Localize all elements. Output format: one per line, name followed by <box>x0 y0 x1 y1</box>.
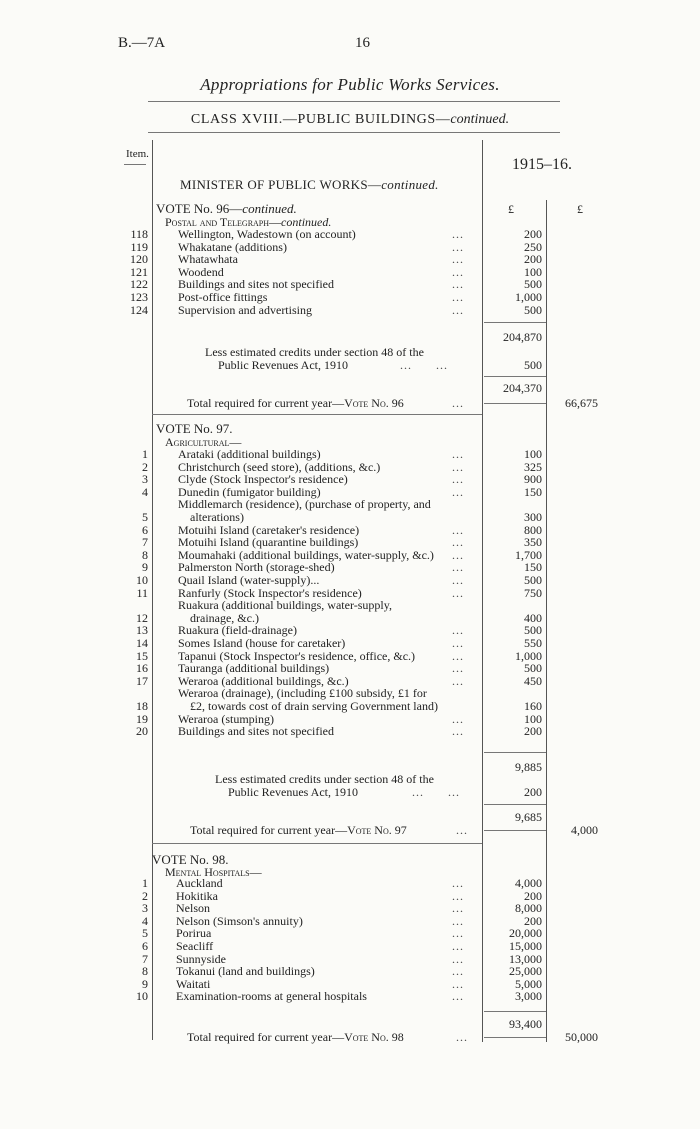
vote-97-end-rule <box>152 843 482 844</box>
item-number: 9 <box>142 976 148 991</box>
item-number: 6 <box>142 522 148 537</box>
item-description: Sunnyside <box>176 951 227 966</box>
item-amount: 300 <box>524 509 542 524</box>
item-amount: 1,000 <box>515 648 542 663</box>
item-number: 4 <box>142 484 148 499</box>
dot-leader: ... <box>452 636 464 650</box>
dots: ... ... <box>400 358 448 372</box>
item-number: 11 <box>136 585 148 600</box>
dots: ... <box>452 396 464 410</box>
item-number: 17 <box>136 673 148 688</box>
vote-96-section: Postal and Telegraph—continued. <box>165 215 332 229</box>
vote-96-net-rule <box>484 376 546 377</box>
vote-96-end-rule <box>152 414 482 415</box>
dot-leader: ... <box>452 648 464 663</box>
item-row <box>0 266 700 279</box>
vote-98-total-rule <box>484 1037 546 1038</box>
item-row <box>0 461 700 474</box>
pound-sign-col1: £ <box>508 202 514 216</box>
item-row <box>0 304 700 317</box>
item-description: Wellington, Wadestown (on account) <box>178 227 356 241</box>
dot-leader: ... <box>452 913 464 928</box>
vote-97-heading: VOTE No. 97. <box>156 421 233 436</box>
item-amount: 5,000 <box>515 976 542 991</box>
dot-leader: ... <box>452 585 464 600</box>
item-row <box>0 291 700 304</box>
item-description: Weraroa (stumping) <box>178 711 274 726</box>
item-amount: 800 <box>524 522 542 537</box>
item-number: 1 <box>142 447 148 461</box>
item-description: Ruakura (field-drainage) <box>178 623 297 638</box>
item-number: 119 <box>130 239 148 254</box>
item-description-cont: alterations) <box>190 509 244 524</box>
item-row <box>0 241 700 254</box>
item-number: 3 <box>142 472 148 487</box>
item-amount: 500 <box>524 277 542 292</box>
item-description: Moumahaki (additional buildings, water-supply, &c.) <box>178 547 434 562</box>
item-description: Motuihi Island (caretaker's residence) <box>178 522 360 537</box>
item-row <box>0 686 700 713</box>
dot-leader: ... <box>452 459 464 474</box>
class-rule <box>148 132 560 133</box>
item-amount: 500 <box>524 573 542 587</box>
item-row <box>0 253 700 266</box>
dot-leader: ... <box>452 573 464 587</box>
dot-leader: ... <box>452 976 464 991</box>
dots: ... ... <box>412 785 460 799</box>
item-amount: 200 <box>524 227 542 241</box>
item-number: 9 <box>142 560 148 575</box>
vote-98-subtotal-rule <box>484 1011 546 1012</box>
item-row <box>0 713 700 726</box>
vote-97-subtotal: 9,885 <box>515 760 542 774</box>
item-description: Christchurch (seed store), (additions, &c.) <box>178 459 381 474</box>
vote-96-less-line1: Less estimated credits under section 48 of the <box>205 345 424 359</box>
dot-leader: ... <box>452 989 464 1004</box>
vote-97-less-line1: Less estimated credits under section 48 of the <box>215 772 434 786</box>
item-description: Nelson (Simson's annuity) <box>176 913 303 928</box>
item-number: 7 <box>142 535 148 550</box>
dot-leader: ... <box>452 926 464 941</box>
item-description: Seacliff <box>176 939 214 953</box>
page-title: Appropriations for Public Works Services. <box>200 75 500 94</box>
dot-leader: ... <box>452 964 464 979</box>
vote-97-section: Agricultural— <box>165 435 242 449</box>
vote-96-less-amount: 500 <box>524 358 542 372</box>
item-number: 123 <box>130 290 148 304</box>
item-amount: 400 <box>524 610 542 625</box>
item-amount: 3,000 <box>515 989 542 1004</box>
dot-leader: ... <box>452 623 464 638</box>
item-amount: 200 <box>524 724 542 739</box>
vote-96-heading: VOTE No. 96—continued. <box>156 201 297 216</box>
dot-leader: ... <box>452 290 464 304</box>
item-row <box>0 877 700 890</box>
item-number: 18 <box>136 698 148 713</box>
item-description: Quail Island (water-supply)... <box>178 573 320 587</box>
item-number: 2 <box>142 459 148 474</box>
document-reference: B.—7A <box>118 35 166 51</box>
dot-leader: ... <box>452 673 464 688</box>
item-number: 120 <box>130 252 148 267</box>
item-amount: 900 <box>524 472 542 487</box>
item-number: 8 <box>142 964 148 979</box>
item-row <box>0 902 700 915</box>
item-row <box>0 725 700 738</box>
item-number: 15 <box>136 648 148 663</box>
item-amount: 100 <box>524 264 542 279</box>
item-row <box>0 890 700 903</box>
item-amount: 15,000 <box>509 939 542 953</box>
item-number: 14 <box>136 636 148 650</box>
dot-leader: ... <box>452 939 464 953</box>
item-amount: 100 <box>524 447 542 461</box>
item-amount: 20,000 <box>509 926 542 941</box>
item-description-cont: drainage, &c.) <box>190 610 259 625</box>
item-number: 16 <box>136 661 148 676</box>
item-description: Weraroa (additional buildings, &c.) <box>178 673 349 688</box>
item-description: Ruakura (additional buildings, water-supply, <box>178 598 392 613</box>
title-rule <box>148 101 560 102</box>
vote-96-subtotal: 204,870 <box>503 330 542 344</box>
item-description: Dunedin (fumigator building) <box>178 484 321 499</box>
dot-leader: ... <box>452 901 464 916</box>
item-number: 5 <box>142 509 148 524</box>
dot-leader: ... <box>452 711 464 726</box>
item-description: Tauranga (additional buildings) <box>178 661 330 676</box>
item-number: 10 <box>136 989 148 1004</box>
item-amount: 350 <box>524 535 542 550</box>
item-amount: 500 <box>524 302 542 317</box>
item-row <box>0 915 700 928</box>
item-description: Middlemarch (residence), (purchase of property, and <box>178 497 431 512</box>
item-description: Post-office fittings <box>178 290 268 304</box>
vote-97-less-line2: Public Revenues Act, 1910 <box>228 785 358 799</box>
item-header-rule <box>124 164 146 165</box>
item-description: Weraroa (drainage), (including £100 subsidy, £1 for <box>178 686 427 701</box>
item-amount: 13,000 <box>509 951 542 966</box>
item-description: Arataki (additional buildings) <box>178 447 321 461</box>
item-amount: 500 <box>524 661 542 676</box>
item-description: Tapanui (Stock Inspector's residence, office, &c.) <box>178 648 416 663</box>
item-amount: 325 <box>524 459 542 474</box>
dot-leader: ... <box>452 522 464 537</box>
dot-leader: ... <box>452 472 464 487</box>
item-column-header: Item. <box>126 148 149 160</box>
item-row <box>0 549 700 562</box>
page-number: 16 <box>355 35 370 51</box>
vote-96-total-rule <box>484 403 546 404</box>
item-number: 124 <box>130 302 148 317</box>
item-amount: 1,700 <box>515 547 542 562</box>
dot-leader: ... <box>452 239 464 254</box>
dot-leader: ... <box>452 264 464 279</box>
item-number: 3 <box>142 901 148 916</box>
dots: ... <box>456 823 468 837</box>
item-description: Waitati <box>176 976 211 991</box>
dot-leader: ... <box>452 227 464 241</box>
item-number: 1 <box>142 876 148 890</box>
vote-98-subtotal: 93,400 <box>509 1017 542 1031</box>
item-amount: 8,000 <box>515 901 542 916</box>
item-amount: 200 <box>524 888 542 903</box>
item-row <box>0 278 700 291</box>
item-amount: 150 <box>524 484 542 499</box>
item-row <box>0 473 700 486</box>
vote-98-total: 50,000 <box>565 1030 598 1044</box>
item-row <box>0 990 700 1003</box>
item-amount: 150 <box>524 560 542 575</box>
item-description: Motuihi Island (quarantine buildings) <box>178 535 359 550</box>
item-description: Whakatane (additions) <box>178 239 287 254</box>
item-amount: 100 <box>524 711 542 726</box>
item-row <box>0 497 700 524</box>
item-row <box>0 940 700 953</box>
item-description: Somes Island (house for caretaker) <box>178 636 346 650</box>
dot-leader: ... <box>452 661 464 676</box>
item-number: 121 <box>130 264 148 279</box>
dot-leader: ... <box>452 876 464 890</box>
item-description: Nelson <box>176 901 210 916</box>
vote-97-less-amount: 200 <box>524 785 542 799</box>
item-row <box>0 598 700 625</box>
item-description: Porirua <box>176 926 212 941</box>
dot-leader: ... <box>452 484 464 499</box>
item-amount: 450 <box>524 673 542 688</box>
item-amount: 25,000 <box>509 964 542 979</box>
item-number: 4 <box>142 913 148 928</box>
dot-leader: ... <box>452 535 464 550</box>
item-row <box>0 228 700 241</box>
item-amount: 200 <box>524 913 542 928</box>
vote-96-net: 204,370 <box>503 381 542 395</box>
item-number: 2 <box>142 888 148 903</box>
item-amount: 550 <box>524 636 542 650</box>
dots: ... <box>456 1030 468 1044</box>
item-description: Woodend <box>178 264 224 279</box>
item-row <box>0 927 700 940</box>
item-number: 19 <box>136 711 148 726</box>
vote-97-net: 9,685 <box>515 810 542 824</box>
dot-leader: ... <box>452 724 464 739</box>
item-amount: 250 <box>524 239 542 254</box>
item-description: Examination-rooms at general hospitals <box>176 989 367 1004</box>
item-amount: 160 <box>524 698 542 713</box>
dot-leader: ... <box>452 447 464 461</box>
vote-97-total-rule <box>484 830 546 831</box>
vote-96-less-line2: Public Revenues Act, 1910 <box>218 358 348 372</box>
item-number: 7 <box>142 951 148 966</box>
item-description: Buildings and sites not specified <box>178 724 334 739</box>
vote-96-subtotal-rule <box>484 322 546 323</box>
item-number: 122 <box>130 277 148 292</box>
class-heading: CLASS XVIII.—PUBLIC BUILDINGS—continued. <box>190 112 510 127</box>
item-description: Whatawhata <box>178 252 238 267</box>
vote-96-total: 66,675 <box>565 396 598 410</box>
dot-leader: ... <box>452 547 464 562</box>
item-number: 13 <box>136 623 148 638</box>
item-number: 12 <box>136 610 148 625</box>
vote-97-subtotal-rule <box>484 752 546 753</box>
vote-98-heading: VOTE No. 98. <box>152 852 229 867</box>
dot-leader: ... <box>452 302 464 317</box>
item-number: 118 <box>130 227 148 241</box>
dot-leader: ... <box>452 888 464 903</box>
dot-leader: ... <box>452 951 464 966</box>
item-row <box>0 662 700 675</box>
item-amount: 500 <box>524 623 542 638</box>
vote-98-total-label: Total required for current year—Vote No. 98 <box>187 1030 404 1044</box>
dot-leader: ... <box>452 560 464 575</box>
vote-97-total-label: Total required for current year—Vote No. 97 <box>190 823 407 837</box>
item-description: Hokitika <box>176 888 218 903</box>
item-number: 10 <box>136 573 148 587</box>
item-description: Palmerston North (storage-shed) <box>178 560 335 575</box>
dot-leader: ... <box>452 252 464 267</box>
dot-leader: ... <box>452 277 464 292</box>
vote-98-section: Mental Hospitals— <box>165 865 262 879</box>
item-row <box>0 953 700 966</box>
item-amount: 4,000 <box>515 876 542 890</box>
item-description: Supervision and advertising <box>178 302 312 317</box>
item-description: Ranfurly (Stock Inspector's residence) <box>178 585 362 600</box>
item-description: Buildings and sites not specified <box>178 277 334 292</box>
item-row <box>0 650 700 663</box>
item-number: 6 <box>142 939 148 953</box>
item-description-cont: £2, towards cost of drain serving Government land) <box>190 698 438 713</box>
item-amount: 1,000 <box>515 290 542 304</box>
vote-96-total-label: Total required for current year—Vote No. 96 <box>187 396 404 410</box>
ministry-heading: MINISTER OF PUBLIC WORKS—continued. <box>180 177 439 192</box>
item-amount: 200 <box>524 252 542 267</box>
item-description: Clyde (Stock Inspector's residence) <box>178 472 348 487</box>
item-description: Auckland <box>176 876 223 890</box>
vote-97-total: 4,000 <box>571 823 598 837</box>
item-number: 5 <box>142 926 148 941</box>
year-column-header: 1915–16. <box>512 156 572 173</box>
item-row <box>0 965 700 978</box>
item-number: 8 <box>142 547 148 562</box>
item-amount: 750 <box>524 585 542 600</box>
item-number: 20 <box>136 724 148 739</box>
item-row <box>0 624 700 637</box>
item-description: Tokanui (land and buildings) <box>176 964 315 979</box>
vote-97-net-rule <box>484 804 546 805</box>
pound-sign-col2: £ <box>577 202 583 216</box>
item-row <box>0 561 700 574</box>
